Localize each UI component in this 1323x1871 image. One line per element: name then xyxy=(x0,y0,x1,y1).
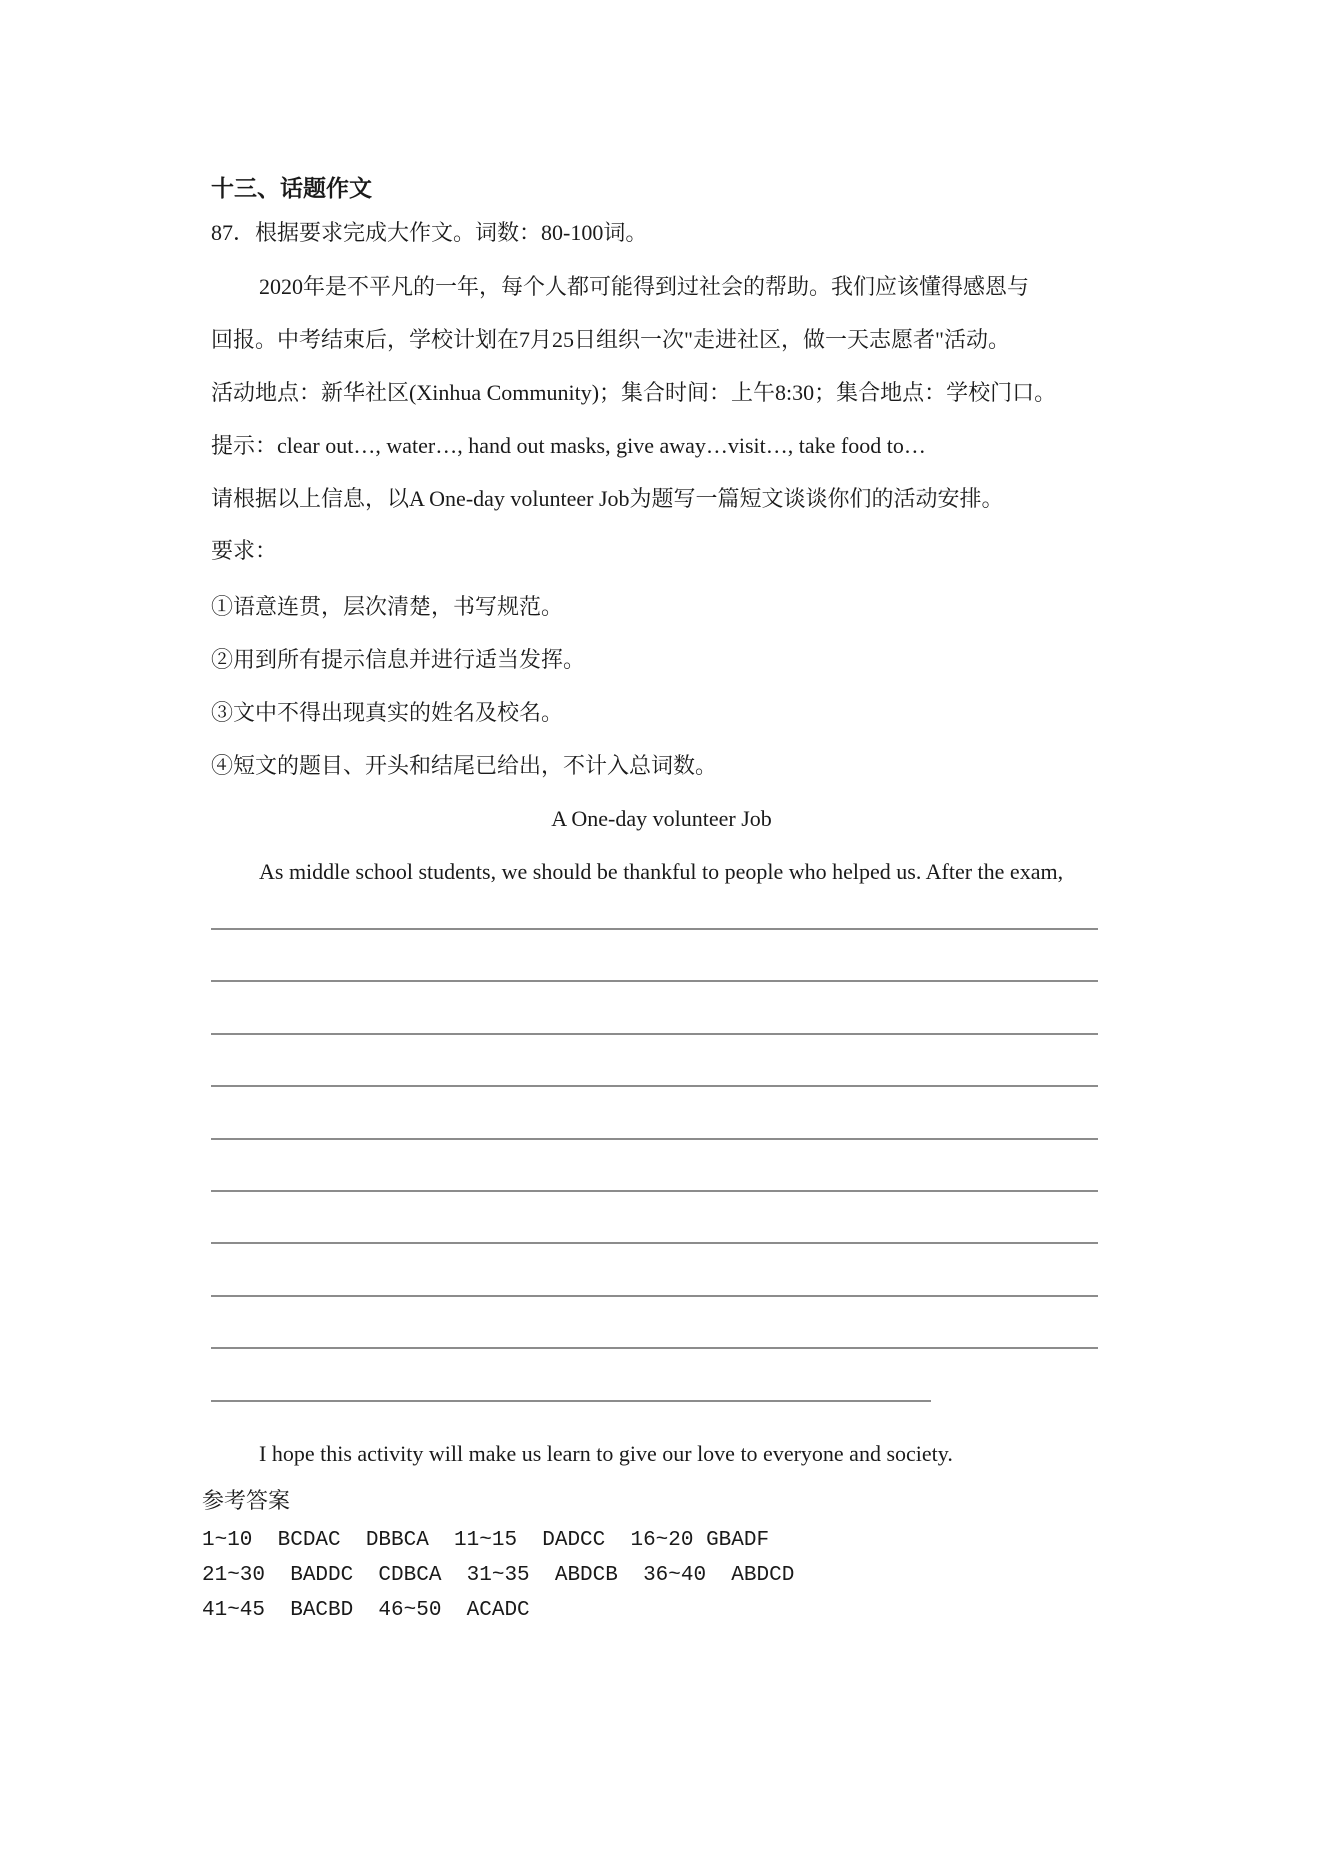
question-prompt: 87．根据要求完成大作文。词数：80-100词。 xyxy=(211,220,648,245)
answer-row: 41~45 BACBD 46~50 ACADC xyxy=(202,1599,530,1622)
paragraph-line: 2020年是不平凡的一年，每个人都可能得到过社会的帮助。我们应该懂得感恩与 xyxy=(259,274,1030,299)
writing-line[interactable] xyxy=(211,1295,1098,1297)
requirement-item: ④短文的题目、开头和结尾已给出，不计入总词数。 xyxy=(211,753,718,778)
essay-opening: As middle school students, we should be thankful to people who helped us. After the exam, xyxy=(259,859,1064,884)
writing-line[interactable] xyxy=(211,1190,1098,1192)
writing-line[interactable] xyxy=(211,1033,1098,1035)
hints-line: 提示：clear out…, water…, hand out masks, give away…visit…, take food to… xyxy=(211,433,926,458)
paragraph-line: 回报。中考结束后，学校计划在7月25日组织一次"走进社区，做一天志愿者"活动。 xyxy=(211,327,1010,352)
paragraph-line: 活动地点：新华社区(Xinhua Community)；集合时间：上午8:30；集合地点：学校门口。 xyxy=(211,380,1057,405)
writing-line[interactable] xyxy=(211,928,1098,930)
writing-line[interactable] xyxy=(211,1400,931,1402)
requirement-item: ③文中不得出现真实的姓名及校名。 xyxy=(211,700,564,725)
writing-line[interactable] xyxy=(211,980,1098,982)
writing-line[interactable] xyxy=(211,1138,1098,1140)
requirement-item: ①语意连贯，层次清楚，书写规范。 xyxy=(211,594,564,619)
essay-closing: I hope this activity will make us learn to give our love to everyone and society. xyxy=(259,1441,953,1466)
answer-row: 21~30 BADDC CDBCA 31~35 ABDCB 36~40 ABDCD xyxy=(202,1564,795,1587)
writing-line[interactable] xyxy=(211,1347,1098,1349)
answer-row: 1~10 BCDAC DBBCA 11~15 DADCC 16~20 GBADF xyxy=(202,1529,770,1552)
writing-line[interactable] xyxy=(211,1085,1098,1087)
writing-line[interactable] xyxy=(211,1242,1098,1244)
section-heading: 十三、话题作文 xyxy=(211,176,372,201)
instruction-line: 请根据以上信息，以A One-day volunteer Job为题写一篇短文谈谈你们的活动安排。 xyxy=(211,486,1004,511)
requirements-label: 要求： xyxy=(211,538,278,563)
essay-title: A One-day volunteer Job xyxy=(551,806,772,831)
requirement-item: ②用到所有提示信息并进行适当发挥。 xyxy=(211,647,586,672)
answer-key-title: 参考答案 xyxy=(202,1489,291,1514)
